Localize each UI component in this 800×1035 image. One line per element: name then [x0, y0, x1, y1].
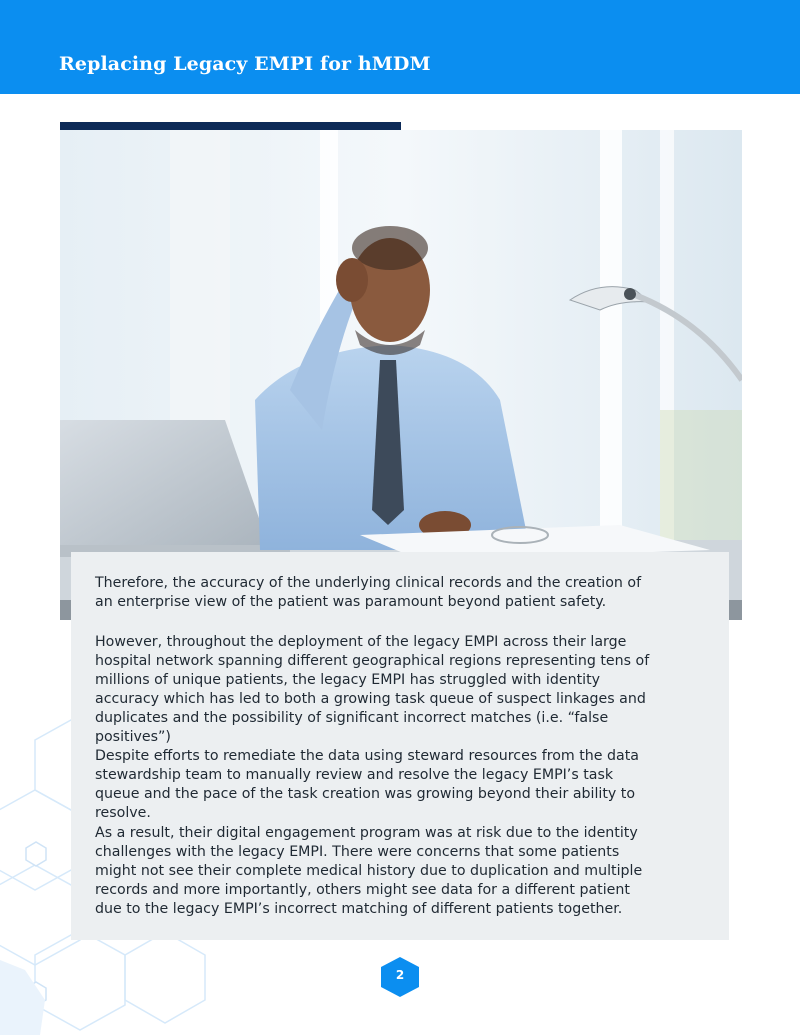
page-title: Replacing Legacy EMPI for hMDM	[59, 53, 431, 75]
page-header	[0, 0, 800, 94]
body-paragraph: Despite efforts to remediate the data using steward resources from the data stewardship team to manually review and resolve the legacy EMPI’s task queue and the pace of the task creation was growing beyond their ability to resolve.	[95, 748, 639, 821]
body-paragraph: As a result, their digital engagement program was at risk due to the identity challenges with the legacy EMPI. There were concerns that some patients might not see their complete medical history due to duplication and multiple records and more importantly, others might see data for a different patient due to the legacy EMPI’s incorrect matching of different patients together.	[95, 825, 643, 917]
body-paragraph: Therefore, the accuracy of the underlying clinical records and the creation of an enterprise view of the patient was paramount beyond patient safety.	[95, 575, 642, 610]
page-number: 2	[395, 968, 405, 982]
office-photo	[60, 130, 742, 620]
body-paragraph: However, throughout the deployment of the legacy EMPI across their large hospital network spanning different geographical regions representing tens of millions of unique patients, the legacy EMPI has struggled with identity accuracy which has led to both a growing task queue of suspect linkages and duplicates and the possibility of significant incorrect matches (i.e. “false positives”)	[95, 634, 650, 745]
